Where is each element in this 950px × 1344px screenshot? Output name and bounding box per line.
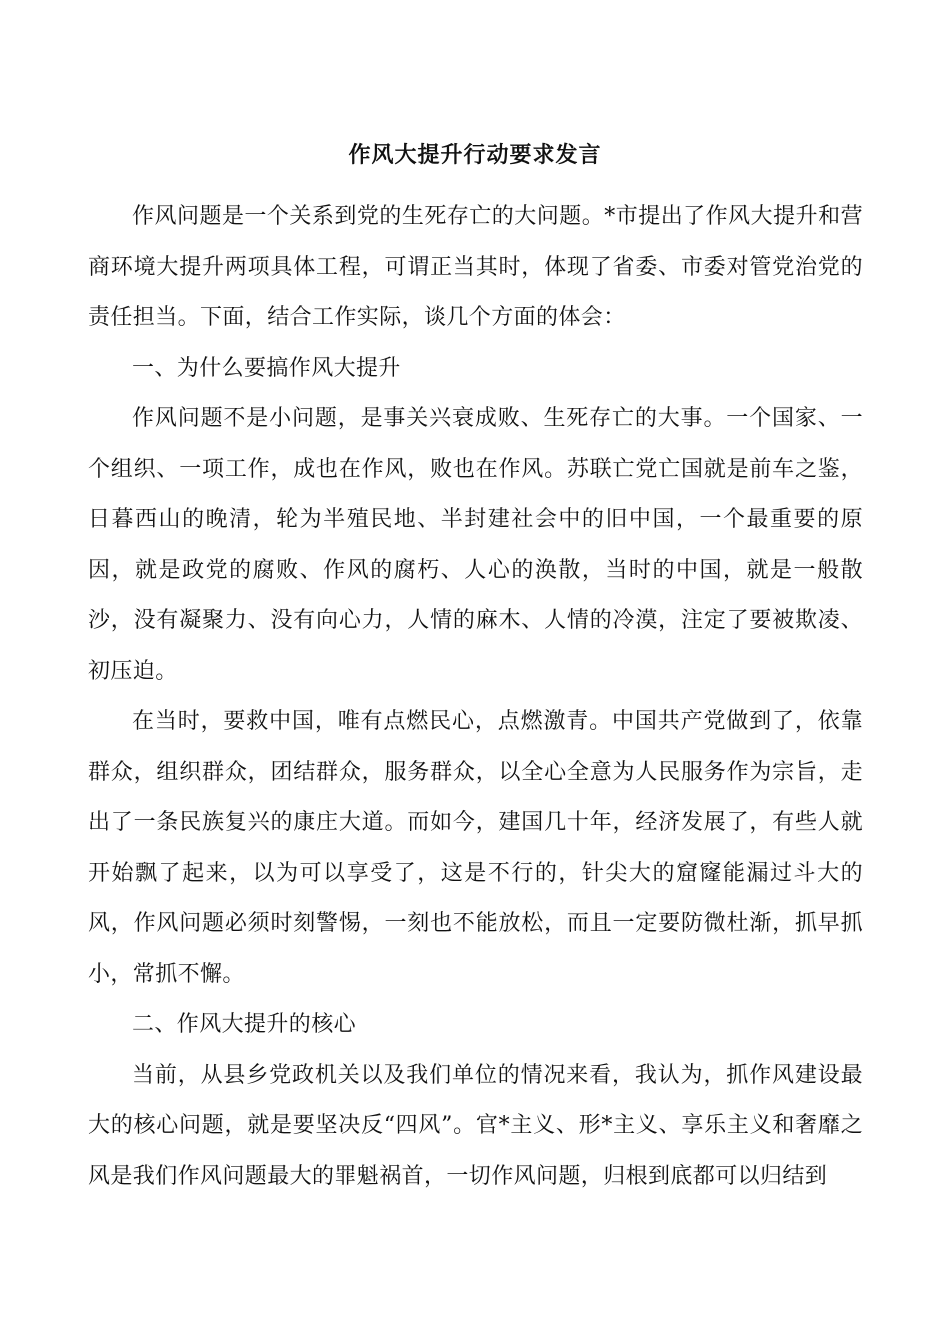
paragraph-intro: 作风问题是一个关系到党的生死存亡的大问题。*市提出了作风大提升和营商环境大提升两项具体工程，可谓正当其时，体现了省委、市委对管党治党的责任担当。下面，结合工作实际，谈几个方面的体会：: [88, 204, 863, 330]
document-title: 作风大提升行动要求发言: [348, 142, 602, 168]
paragraph-section1-b: 在当时，要救中国，唯有点燃民心，点燃激青。中国共产党做到了，依靠群众，组织群众，团结群众，服务群众，以全心全意为人民服务作为宗旨，走出了一条民族复兴的康庄大道。而如今，建国几十年，经济发展了，有些人就开始飘了起来，以为可以享受了，这是不行的，针尖大的窟窿能漏过斗大的风，作风问题必须时刻警惕，一刻也不能放松，而且一定要防微杜渐，抓早抓小，常抓不懈。: [88, 709, 863, 987]
paragraph-section2-a: 当前，从县乡党政机关以及我们单位的情况来看，我认为，抓作风建设最大的核心问题，就是要坚决反“四风”。官*主义、形*主义、享乐主义和奢靡之风是我们作风问题最大的罪魁祸首，一切作风问题，归根到底都可以归结到: [88, 1062, 863, 1189]
section-heading-2: 二、作风大提升的核心: [132, 1012, 357, 1037]
document-body: [88, 192, 863, 1202]
section-heading-1: 一、为什么要搞作风大提升: [132, 355, 401, 381]
paragraph-section1-a: 作风问题不是小问题，是事关兴衰成败、生死存亡的大事。一个国家、一个组织、一项工作，成也在作风，败也在作风。苏联亡党亡国就是前车之鉴，日暮西山的晚清，轮为半殖民地、半封建社会中的旧中国，一个最重要的原因，就是政党的腐败、作风的腐朽、人心的涣散，当时的中国，就是一般散沙，没有凝聚力、没有向心力，人情的麻木、人情的冷漠，注定了要被欺凌、初压迫。: [88, 406, 863, 684]
